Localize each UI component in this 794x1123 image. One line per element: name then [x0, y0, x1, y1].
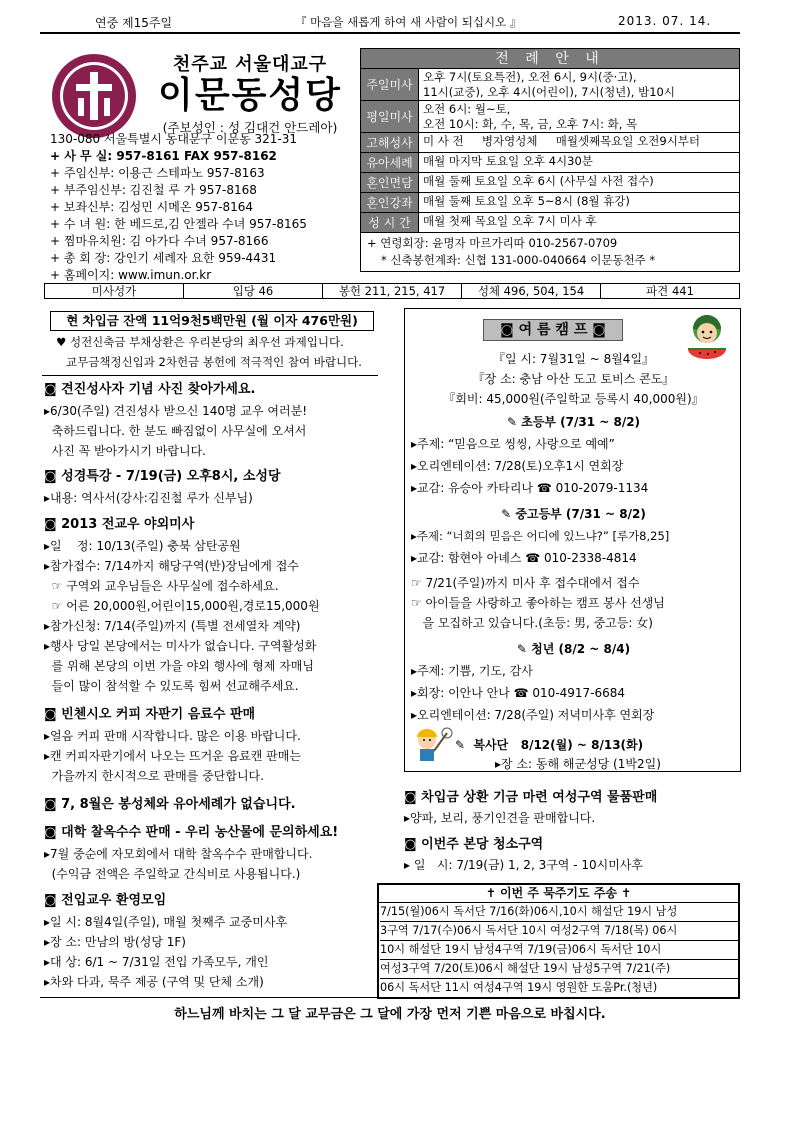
- notice-detail: 가을까지 한시적으로 판매를 중단합니다.: [44, 769, 264, 783]
- schedule-row: [361, 133, 739, 153]
- contact-line: + 찜마유치원: 김 아가다 수녀 957-8166: [50, 234, 269, 248]
- notice-detail: ▸ 일 시: 7/19(금) 1, 2, 3구역 - 10시미사후: [404, 858, 643, 872]
- header-bar: [40, 14, 755, 32]
- stat-entrance: 입당 46: [184, 284, 323, 298]
- notice-detail: ▸얼음 커피 판매 시작합니다. 많은 이용 바랍니다.: [44, 729, 301, 743]
- liturgy-schedule: [360, 48, 740, 272]
- contact-line: + 사 무 실: 957-8161 FAX 957-8162: [50, 149, 277, 163]
- schedule-row: [361, 173, 739, 193]
- notice-detail: 들이 많이 참석할 수 있도록 힘써 선교해주세요.: [44, 679, 299, 693]
- schedule-label: 평일미사: [361, 101, 419, 132]
- donation-account: * 신축봉헌계좌: 신협 131-000-040664 이문동천주 *: [381, 253, 656, 267]
- schedule-footer: [361, 233, 739, 271]
- patron-saint: (주보성인 : 성 김대건 안드레아): [162, 120, 338, 135]
- camp-detail: ▸회장: 이안나 안나 ☎ 010-4917-6684: [411, 686, 626, 700]
- elementary-heading: ✎ 초등부 (7/31 ~ 8/2): [506, 415, 641, 429]
- parish-title-block: [140, 50, 360, 136]
- notice-detail: (수익금 전액은 주일학교 간식비로 사용됩니다.): [44, 867, 301, 881]
- notice-detail: ▸캔 커피자판기에서 나오는 뜨거운 음료캔 판매는: [44, 749, 301, 763]
- footer-message: 하느님께 바치는 그 달 교무금은 그 달에 가장 먼저 기쁜 마음으로 바칩시다.: [174, 1007, 606, 1022]
- diocese-name: 천주교 서울대교구: [172, 54, 328, 75]
- schedule-row: [361, 69, 739, 101]
- schedule-value: 매월 둘째 토요일 오후 6시 (사무실 사전 접수): [423, 174, 654, 188]
- schedule-value: 오후 7시(토요특전), 오전 6시, 9시(중·고), 11시(교중), 오후 4시(어린이), 7시(청년), 밤10시: [423, 70, 675, 99]
- camp-detail: ▸교감: 함현아 아녜스 ☎ 010-2338-4814: [411, 551, 637, 565]
- notice-heading: ◙ 차입금 상환 기금 마련 여성구역 물품판매: [404, 790, 658, 805]
- stat-dismissal: 파견 441: [646, 284, 694, 298]
- notice-heading: ◙ 전입교우 환영모임: [44, 893, 167, 908]
- notice-heading: ◙ 7, 8월은 봉성체와 유아세례가 없습니다.: [44, 797, 296, 812]
- schedule-row: [361, 213, 739, 233]
- divider: [42, 375, 378, 376]
- notice-detail: ▸일 정: 10/13(주일) 충북 삼탄공원: [44, 539, 241, 553]
- camp-detail: ▸주제: 기쁨, 기도, 감사: [411, 664, 533, 678]
- notice-detail: 를 위해 본당의 이번 가을 야외 행사에 형제 자매님: [44, 659, 314, 673]
- camp-note: 을 모집하고 있습니다.(초등: 男, 중고등: 女): [411, 616, 653, 630]
- schedule-label: 고해성사: [361, 133, 419, 152]
- schedule-value: 매월 첫째 목요일 오후 7시 미사 후: [423, 214, 597, 228]
- notice-detail: ☞ 어른 20,000원,어린이15,000원,경로15,000원: [44, 599, 320, 613]
- schedule-title: 전 례 안 내: [361, 49, 739, 69]
- funeral-committee: + 연령회장: 윤명자 마르가리따 010-2567-0709: [367, 236, 618, 250]
- camp-date: 『일 시: 7월31일 ~ 8월4일』: [492, 352, 655, 366]
- camp-place: 『장 소: 충남 아산 도고 토비스 콘도』: [472, 372, 675, 386]
- notice-detail: ▸참가접수: 7/14까지 해당구역(반)장님에게 접수: [44, 559, 299, 573]
- boy-with-net-icon: [409, 727, 453, 769]
- schedule-row: [361, 193, 739, 213]
- camp-note: ☞ 7/21(주일)까지 미사 후 접수대에서 접수: [411, 576, 640, 590]
- schedule-label: 성 시 간: [361, 213, 419, 232]
- notice-detail: ▸7월 중순에 자모회에서 대학 찰옥수수 판매합니다.: [44, 847, 313, 861]
- youth-heading: ✎ 청년 (8/2 ~ 8/4): [516, 642, 631, 656]
- camp-note: ☞ 아이들을 사랑하고 좋아하는 캠프 봉사 선생님: [411, 596, 665, 610]
- debt-balance-title: 현 차입금 잔액 11억9천5백만원 (월 이자 476만원): [50, 311, 374, 331]
- schedule-value: 매월 마지막 토요일 오후 4시30분: [423, 154, 593, 168]
- notice-detail: ▸일 시: 8월4일(주일), 매월 첫째주 교중미사후: [44, 915, 288, 929]
- rosary-lines: [379, 902, 738, 997]
- issue-date: 2013. 07. 14.: [618, 14, 712, 28]
- debt-note: 교무금책정신입과 2차헌금 봉헌에 적극적인 참여 바랍니다.: [66, 355, 362, 369]
- camp-detail: ▸교감: 유승아 카타리나 ☎ 010-2079-1134: [411, 481, 649, 495]
- summer-camp-box: [404, 308, 741, 772]
- notice-heading: ◙ 견진성사자 기념 사진 찾아가세요.: [44, 382, 256, 397]
- camp-detail: ▸오리엔테이션: 7/28(토)오후1시 연회장: [411, 459, 624, 473]
- rosary-line: 3구역 7/17(수)06시 독서단 10시 여성2구역 7/18(목) 06시: [380, 922, 738, 941]
- notice-detail: ▸대 상: 6/1 ~ 7/31일 전입 가족모두, 개인: [44, 955, 269, 969]
- camp-detail: ▸주제: “믿음으로 씽씽, 사랑으로 예예”: [411, 437, 615, 451]
- header-rule: [40, 32, 740, 34]
- schedule-row: [361, 153, 739, 173]
- altar-server-heading: ✎ 복사단 8/12(월) ~ 8/13(화): [455, 738, 644, 752]
- schedule-value: 오전 6시: 월~토, 오전 10시: 화, 수, 목, 금, 오후 7시: 화, 목: [423, 102, 638, 131]
- notice-detail: 축하드립니다. 한 분도 빠짐없이 사무실에 오셔서: [44, 424, 307, 438]
- stat-offertory: 봉헌 211, 215, 417: [323, 284, 462, 298]
- rosary-schedule-box: [377, 883, 740, 999]
- camp-fee: 『회비: 45,000원(주일학교 등록시 40,000원)』: [443, 392, 704, 406]
- rosary-line: 7/15(월)06시 독서단 7/16(화)06시,10시 해설단 19시 남성: [380, 903, 738, 922]
- homepage-link[interactable]: + 홈페이지: www.imun.or.kr: [50, 268, 212, 282]
- notice-detail: ☞ 구역외 교우님들은 사무실에 접수하세요.: [44, 579, 279, 593]
- notice-detail: ▸행사 당일 본당에서는 미사가 없습니다. 구역활성화: [44, 639, 317, 653]
- stat-communion: 성체 496, 504, 154: [462, 284, 601, 298]
- contact-line: + 보좌신부: 김성민 시메온 957-8164: [50, 200, 254, 214]
- schedule-row: [361, 101, 739, 133]
- contact-line: + 수 녀 원: 한 베드로,김 안젤라 수녀 957-8165: [50, 217, 307, 231]
- contact-info: [50, 131, 360, 284]
- notice-heading: ◙ 2013 전교우 야외미사: [44, 517, 195, 532]
- schedule-label: 주일미사: [361, 69, 419, 100]
- rosary-line: 10시 해설단 19시 남성4구역 7/19(금)06시 독서단 10시: [380, 941, 738, 960]
- schedule-label: 혼인면담: [361, 173, 419, 192]
- camp-detail: ▸오리엔테이션: 7/28(주일) 저녁미사후 연회장: [411, 708, 655, 722]
- notice-heading: ◙ 빈첸시오 커피 자판기 음료수 판매: [44, 707, 256, 722]
- notice-detail: ▸차와 다과, 묵주 제공 (구역 및 단체 소개): [44, 975, 264, 989]
- parish-logo: [50, 52, 138, 140]
- notice-detail: ▸양파, 보리, 풍기인견을 판매합니다.: [404, 811, 596, 825]
- debt-note: ♥ 성전신축금 부채상환은 우리본당의 최우선 과제입니다.: [56, 335, 344, 349]
- notice-detail: ▸장 소: 만남의 방(성당 1F): [44, 935, 186, 949]
- contact-line: 130-080 서울특별시 동대문구 이문동 321-31: [50, 132, 298, 146]
- rosary-title: ✝ 이번 주 묵주기도 주송 ✝: [485, 886, 632, 900]
- schedule-label: 유아세례: [361, 153, 419, 172]
- camp-detail: ▸장 소: 동해 해군성당 (1박2일): [495, 757, 661, 771]
- contact-line: + 총 회 장: 강인기 세례자 요한 959-4431: [50, 251, 277, 265]
- footer-rule: [40, 997, 740, 998]
- contact-line: + 주임신부: 이용근 스테파노 957-8163: [50, 166, 265, 180]
- liturgical-week: 연중 제15주일: [95, 16, 173, 30]
- rosary-line: 06시 독서단 11시 여성4구역 19시 영원한 도움Pr.(청년): [380, 981, 658, 994]
- contact-line: + 부주임신부: 김진철 루 가 957-8168: [50, 183, 257, 197]
- schedule-value: 매월 둘째 토요일 오후 5~8시 (8월 휴강): [423, 194, 630, 208]
- schedule-value: 미 사 전 병자영성체 매월셋째목요일 오전9시부터: [423, 134, 701, 148]
- notice-heading: ◙ 성경특강 - 7/19(금) 오후8시, 소성당: [44, 469, 281, 484]
- schedule-label: 혼인강좌: [361, 193, 419, 212]
- rosary-line: 여성3구역 7/20(토)06시 해설단 19시 남성5구역 7/21(주): [380, 960, 738, 979]
- middle-high-heading: ✎ 중고등부 (7/31 ~ 8/2): [501, 507, 646, 521]
- notice-detail: 사진 꼭 받아가시기 바랍니다.: [44, 444, 206, 458]
- stat-mass-hymn: 미사성가: [45, 284, 184, 298]
- notice-detail: ▸6/30(주일) 견진성사 받으신 140명 교우 여러분!: [44, 404, 308, 418]
- parish-name: 이문동성당: [158, 75, 342, 116]
- notice-heading: ◙ 이번주 본당 청소구역: [404, 837, 544, 852]
- camp-title: ◙ 여 름 캠 프 ◙: [483, 319, 623, 341]
- notice-detail: ▸참가신청: 7/14(주일)까지 (특별 전세열차 계약): [44, 619, 301, 633]
- notice-heading: ◙ 대학 찰옥수수 판매 - 우리 농산물에 문의하세요!: [44, 825, 339, 840]
- mass-stats-bar: [44, 283, 740, 299]
- notice-detail: ▸내용: 역사서(강사:김진철 루가 신부님): [44, 491, 253, 505]
- weekly-motto: 『 마음을 새롭게 하여 새 사람이 되십시오 』: [295, 15, 522, 29]
- camp-detail: ▸주제: “너희의 믿음은 어디에 있느냐?” [루가8,25]: [411, 529, 670, 543]
